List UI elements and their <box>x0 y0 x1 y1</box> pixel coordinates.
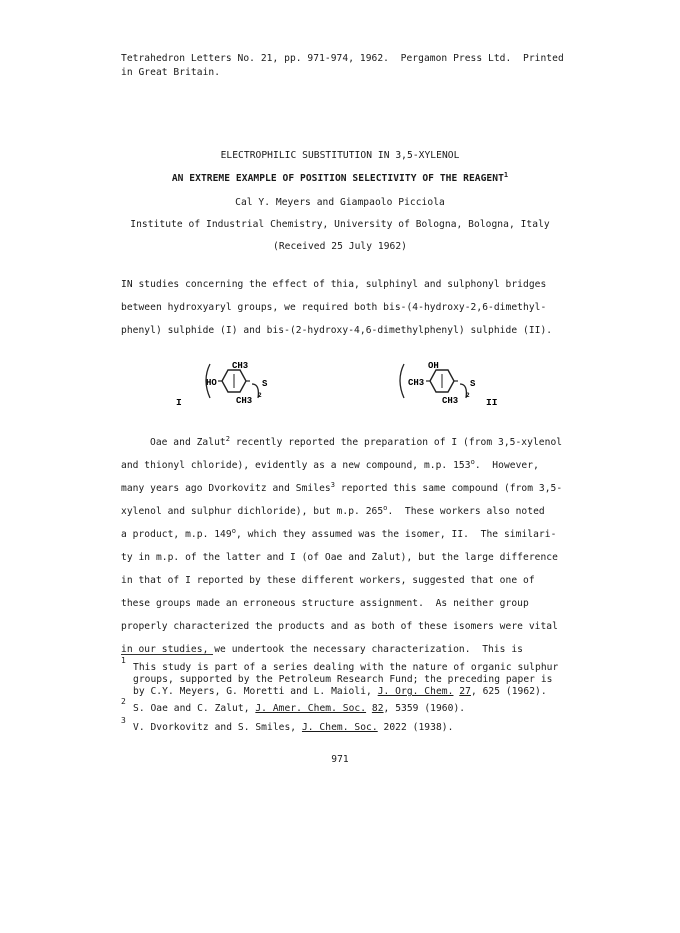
footnote-3-text: V. Dvorkovitz and S. Smiles, <box>133 722 302 733</box>
intro-line-1: IN studies concerning the effect of thia, sulphinyl and sulphonyl bridges <box>121 279 547 290</box>
structure-II-drawing <box>398 360 548 420</box>
structure-II-label: II <box>486 397 498 408</box>
authors: Cal Y. Meyers and Giampaolo Picciola <box>235 197 445 208</box>
body-line-8: these groups made an erroneous structure assignment. As neither group <box>121 598 529 609</box>
footnote-2-text: S. Oae and C. Zalut, <box>133 703 256 714</box>
degree-sign: o <box>470 458 475 466</box>
structure-I-bridge: S <box>262 379 268 389</box>
footnote-ref-2: 2 <box>225 435 231 443</box>
footnote-1-mark: 1 <box>121 656 126 665</box>
footnote-ref-1: 1 <box>503 171 509 179</box>
affiliation: Institute of Industrial Chemistry, University of Bologna, Bologna, Italy <box>130 219 550 230</box>
body-line-7: in that of I reported by these different workers, suggested that one of <box>121 575 535 586</box>
footnote-3-journal: J. Chem. Soc. <box>301 722 378 733</box>
journal-header-line-2: in Great Britain. <box>121 67 221 78</box>
footnote-1-text: by C.Y. Meyers, G. Moretti and L. Maioli, <box>133 686 378 697</box>
intro-line-3: phenyl) sulphide (I) and bis-(2-hydroxy-4,6-dimethylphenyl) sulphide (II). <box>121 325 553 336</box>
body-line-4-a: xylenol and sulphur dichloride), but m.p. 265 <box>121 506 384 517</box>
footnote-1-volume: 27 <box>459 686 471 697</box>
degree-sign: o <box>383 504 388 512</box>
footnote-2-volume: 82 <box>371 703 384 714</box>
footnote-1-pages: , 625 (1962). <box>470 686 547 697</box>
structure-I-left-group: HO <box>206 378 217 388</box>
footnote-1-journal: J. Org. Chem. <box>377 686 454 697</box>
structure-II <box>398 360 548 424</box>
degree-sign: o <box>231 527 236 535</box>
footnote-3-mark: 3 <box>121 716 126 725</box>
footnote-2 <box>133 703 465 715</box>
body-line-2-a: and thionyl chloride), evidently as a new compound, m.p. 153 <box>121 460 471 471</box>
structure-II-subscript: 2 <box>466 392 470 399</box>
structure-I <box>170 360 310 424</box>
body-line-1-a: Oae and Zalut <box>150 437 226 448</box>
body-line-2-b: . However, <box>474 460 539 471</box>
article-subtitle <box>0 173 680 185</box>
body-line-4 <box>121 506 545 518</box>
body-line-3-b: reported this same compound (from 3,5- <box>335 483 563 494</box>
footnote-1-line-1: This study is part of a series dealing with the nature of organic sulphur <box>133 662 559 673</box>
intro-line-2: between hydroxyaryl groups, we required both bis-(4-hydroxy-2,6-dimethyl- <box>121 302 547 313</box>
body-line-5-a: a product, m.p. 149 <box>121 529 232 540</box>
footnote-rule <box>121 654 213 655</box>
body-line-3-a: many years ago Dvorkovitz and Smiles <box>121 483 331 494</box>
body-line-5-b: , which they assumed was the isomer, II. The similari- <box>235 529 557 540</box>
footnote-2-mark: 2 <box>121 697 126 706</box>
body-line-6: ty in m.p. of the latter and I (of Oae and Zalut), but the large difference <box>121 552 558 563</box>
article-subtitle-text: AN EXTREME EXAMPLE OF POSITION SELECTIVITY OF THE REAGENT <box>171 173 504 184</box>
footnote-1-line-2: groups, supported by the Petroleum Research Fund; the preceding paper is <box>133 674 553 685</box>
structure-II-top-group: OH <box>428 361 439 371</box>
footnote-ref-3: 3 <box>330 481 335 489</box>
body-line-1-b: recently reported the preparation of I (from 3,5-xylenol <box>230 437 563 448</box>
footnote-2-pages: , 5359 (1960). <box>383 703 466 714</box>
body-line-9: properly characterized the products and as both of these isomers were vital <box>121 621 558 632</box>
footnote-1-line-3 <box>133 686 547 698</box>
structure-II-left-group: CH3 <box>408 378 425 388</box>
structure-I-drawing <box>170 360 310 420</box>
structure-I-top-group: CH3 <box>232 361 249 371</box>
body-line-10: in our studies, we undertook the necessary characterization. This is <box>121 644 523 655</box>
body-line-1 <box>150 437 562 449</box>
structure-II-bottom-group: CH3 <box>442 396 459 406</box>
footnote-2-journal: J. Amer. Chem. Soc. <box>255 703 367 714</box>
structure-I-label: I <box>176 397 182 408</box>
structure-I-bottom-group: CH3 <box>236 396 253 406</box>
body-line-2 <box>121 460 539 472</box>
page-number: 971 <box>331 754 349 765</box>
structure-I-subscript: 2 <box>258 392 262 399</box>
journal-header-line-1: Tetrahedron Letters No. 21, pp. 971-974, 1962. Pergamon Press Ltd. Printed <box>121 53 564 64</box>
structure-II-bridge: S <box>470 379 476 389</box>
footnote-3 <box>133 722 453 734</box>
article-title: ELECTROPHILIC SUBSTITUTION IN 3,5-XYLENOL <box>220 150 460 161</box>
footnote-3-pages: 2022 (1938). <box>377 722 454 733</box>
body-line-5 <box>121 529 556 541</box>
body-line-4-b: . These workers also noted <box>387 506 545 517</box>
received-date: (Received 25 July 1962) <box>273 241 407 252</box>
body-line-3 <box>121 483 562 495</box>
